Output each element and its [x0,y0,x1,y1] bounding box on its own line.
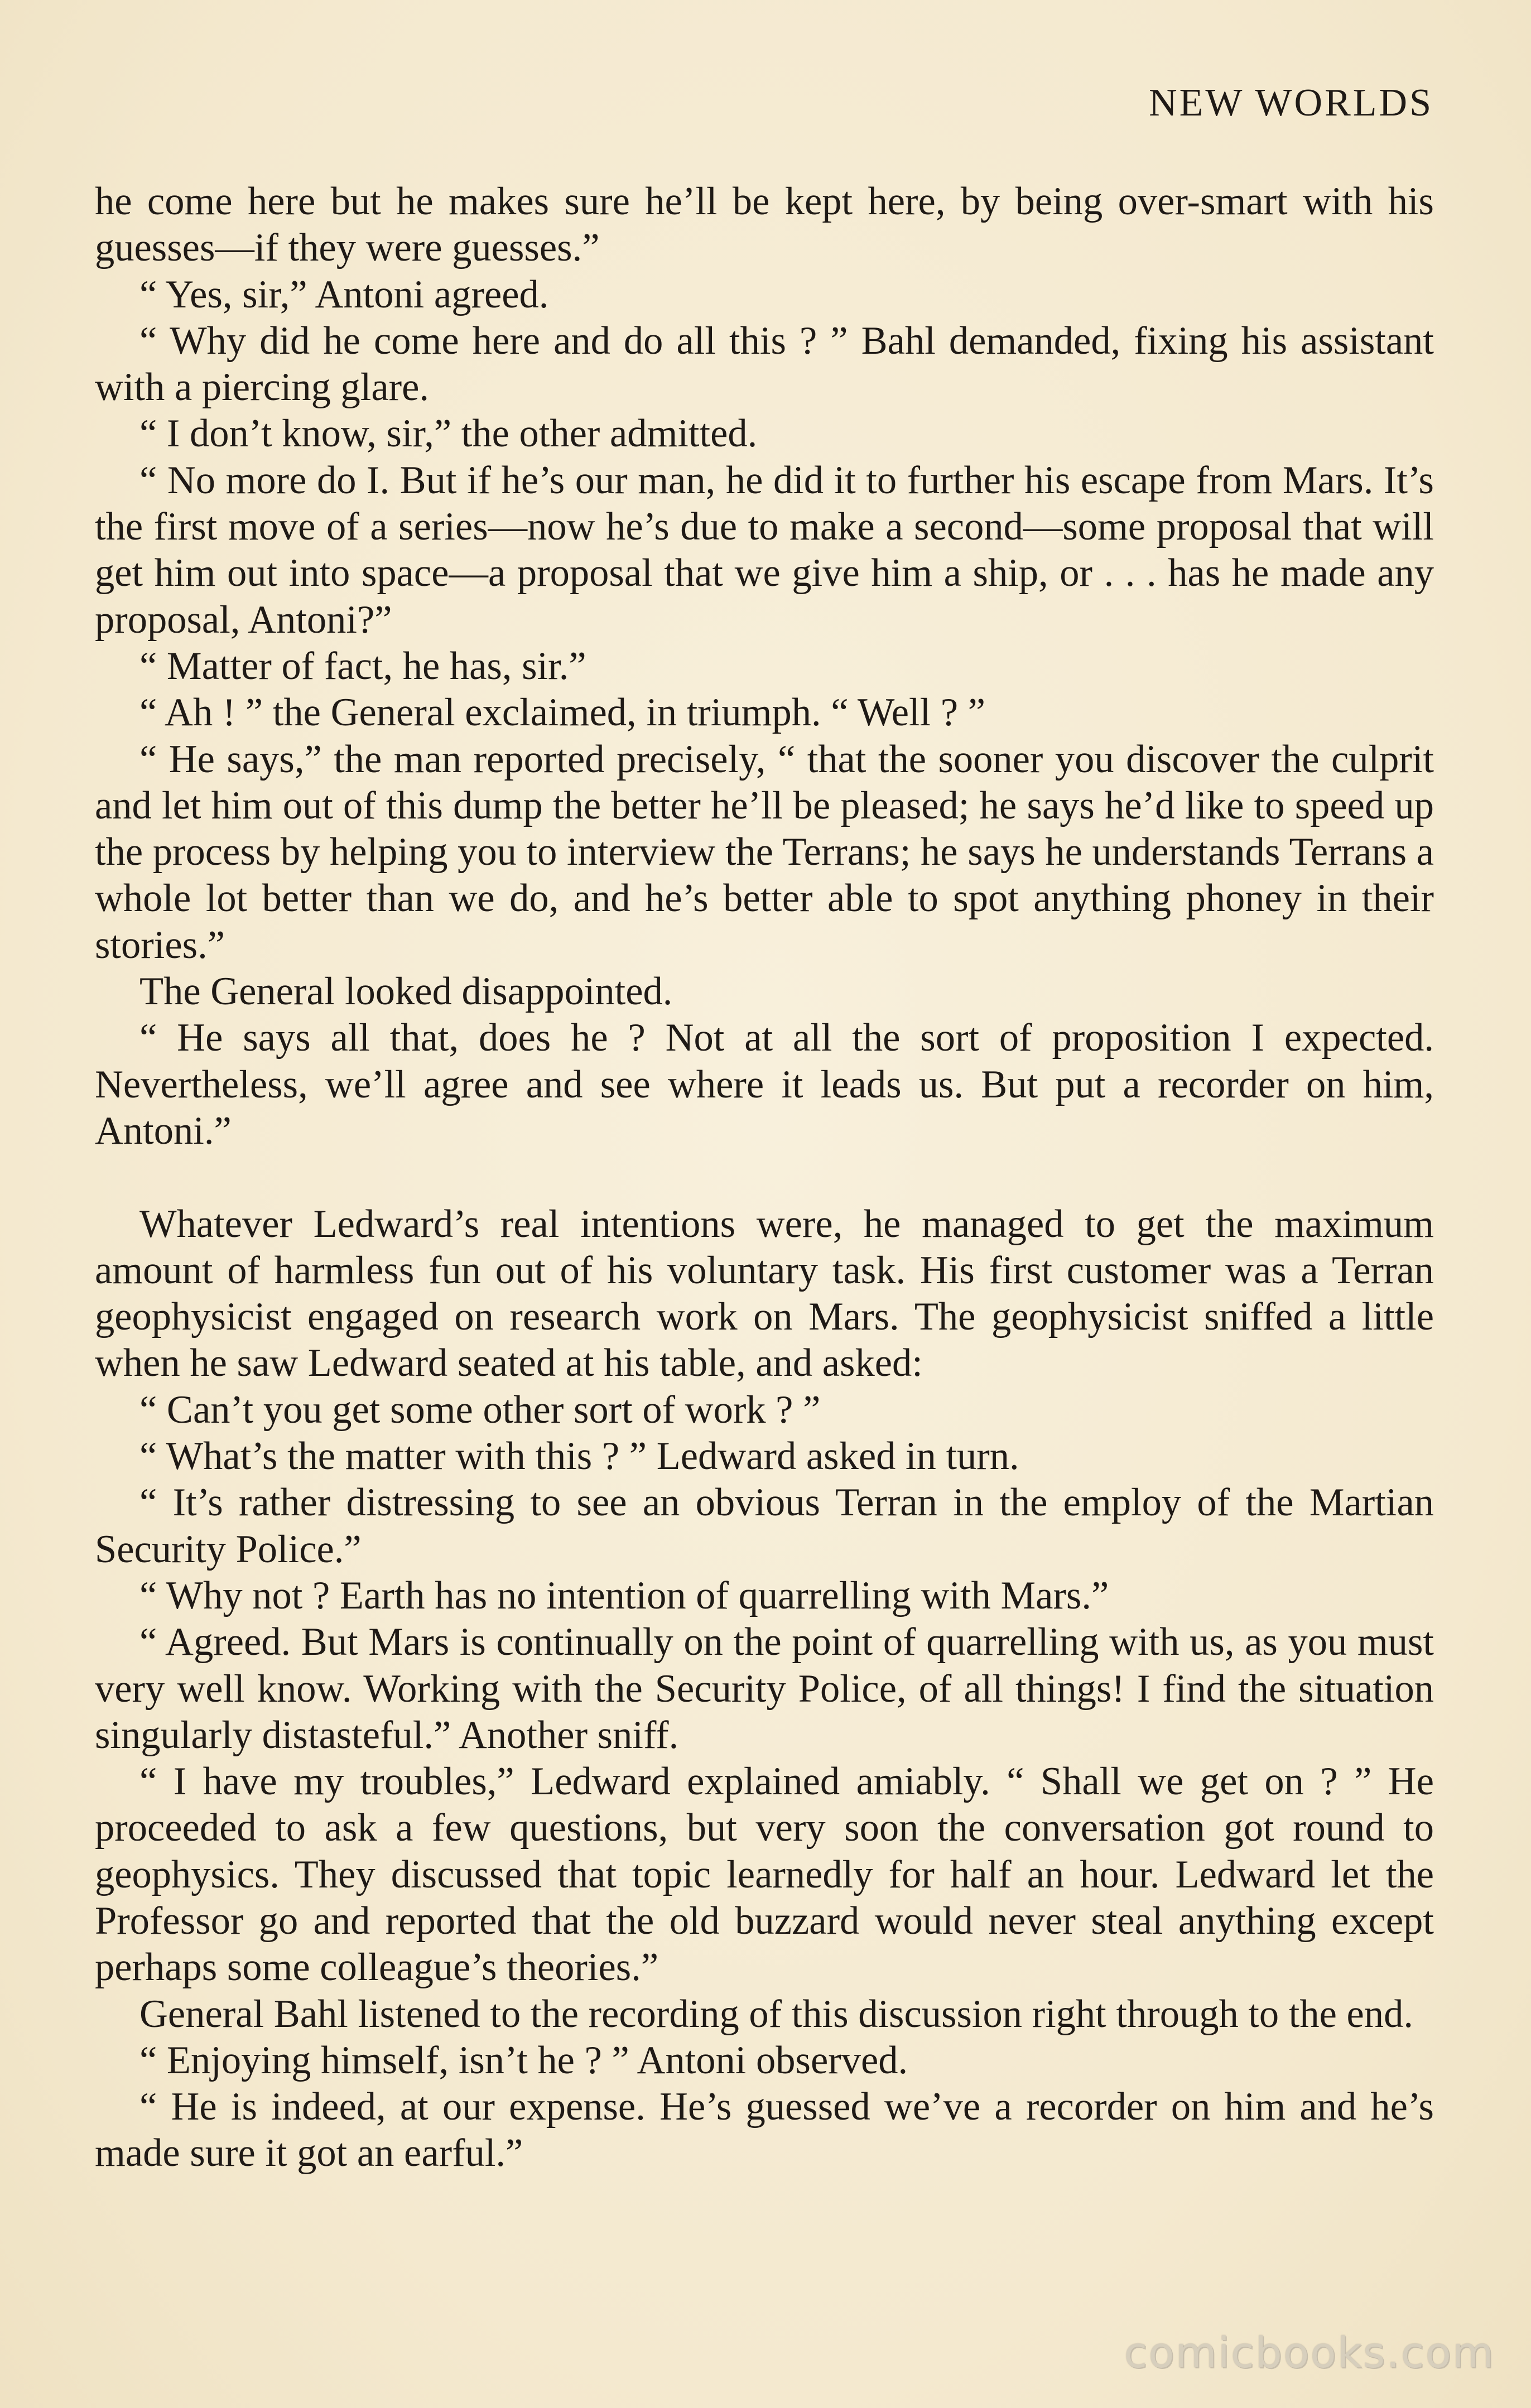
running-header: NEW WORLDS [1149,81,1433,124]
paragraph: “ It’s rather distressing to see an obvious Terran in the employ of the Martian Security Police.” [95,1481,1434,1571]
paragraph: “ No more do I. But if he’s our man, he did it to further his escape from Mars. It’s the first move of a series—now he’s due to make a second—some proposal that will get him out into space—a proposal that we give him a ship, or . . . has he made any proposal, Antoni?” [95,458,1434,642]
paragraph: Whatever Ledward’s real intentions were, he managed to get the maximum amount of harmless fun out of his voluntary task. His first customer was a Terran geophysicist engaged on research work on Mars. The geophysicist sniffed a little when he saw Ledward seated at his table, and asked: [95,1202,1434,1385]
paragraph: “ He is indeed, at our expense. He’s guessed we’ve a recorder on him and he’s made sure it got an earful.” [95,2085,1434,2175]
paragraph: The General looked disappointed. [139,970,673,1014]
paragraph: “ Yes, sir,” Antoni agreed. [139,272,549,316]
body-text [95,179,1434,2177]
paragraph: “ I don’t know, sir,” the other admitted. [139,412,758,456]
paragraph: “ What’s the matter with this ? ” Ledward asked in turn. [139,1434,1019,1478]
paragraph: “ Can’t you get some other sort of work ? ” [139,1388,821,1432]
site-watermark: comicbooks.com [1124,2328,1495,2377]
paragraph: “ He says all that, does he ? Not at all the sort of proposition I expected. Nevertheless, we’ll agree and see where it leads us. But put a recorder on him, Antoni.” [95,1016,1434,1153]
paragraph: “ I have my troubles,” Ledward explained amiably. “ Shall we get on ? ” He proceeded to ask a few questions, but very soon the conversation got round to geophysics. They discussed that topic learnedly for half an hour. Ledward let the Professor go and reported that the old buzzard would never steal anything except perhaps some colleague’s theories.” [95,1760,1434,1990]
paragraph: “ Enjoying himself, isn’t he ? ” Antoni observed. [139,2038,908,2082]
section-break [95,1154,1434,1201]
paragraph: “ He says,” the man reported precisely, “ that the sooner you discover the culprit and let him out of this dump the better he’ll be pleased; he says he’d like to speed up the process by helping you to interview the Terrans; he says he understands Terrans a whole lot better than we do, and he’s better able to spot anything phoney in their stories.” [95,737,1434,967]
paragraph: “ Why not ? Earth has no intention of quarrelling with Mars.” [139,1573,1109,1617]
paragraph: “ Matter of fact, he has, sir.” [139,644,586,688]
paragraph: he come here but he makes sure he’ll be kept here, by being over-smart with his guesses—if they were guesses.” [95,180,1434,270]
paragraph: “ Ah ! ” the General exclaimed, in triumph. “ Well ? ” [139,691,986,735]
paragraph: “ Agreed. But Mars is continually on the point of quarrelling with us, as you must very well know. Working with the Security Police, of all things! I find the situation singularly distasteful.” Another sniff. [95,1620,1434,1757]
paragraph: General Bahl listened to the recording of this discussion right through to the end. [139,1992,1413,2036]
paragraph: “ Why did he come here and do all this ? ” Bahl demanded, fixing his assistant with a piercing glare. [95,319,1434,410]
